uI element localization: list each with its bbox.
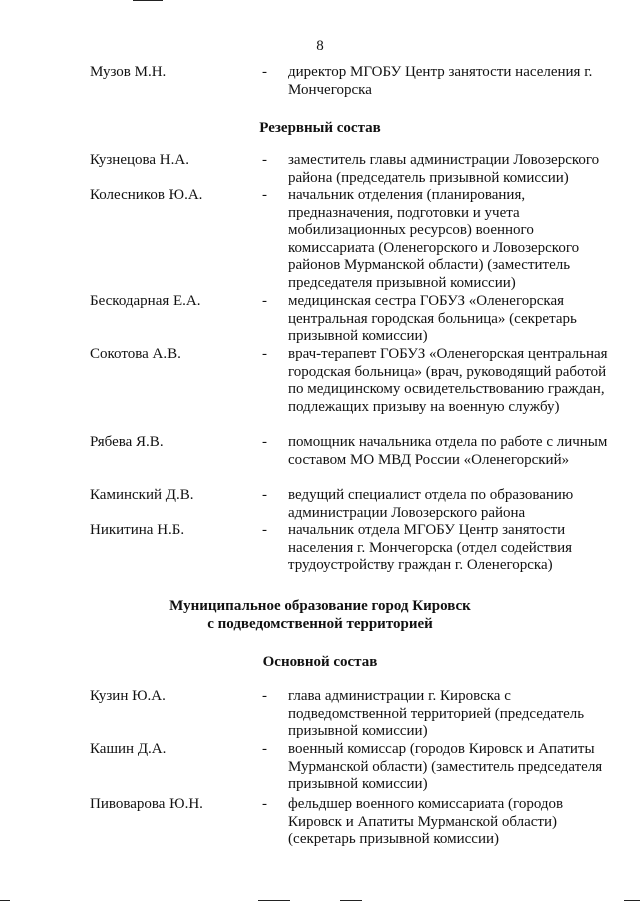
member-dash: - (262, 741, 267, 757)
main-heading: Основной состав (262, 654, 378, 670)
member-role: врач-терапевт ГОБУЗ «Оленегорская центральная городская больница» (врач, руководящий работой по медицинскому освидетельствованию граждан, подлежащих призыву на военную службу) (288, 346, 608, 415)
bottom-rule (0, 900, 10, 901)
member-dash: - (262, 522, 267, 538)
member-role: глава администрации г. Кировска с подведомственной территорией (председатель призывной комиссии) (288, 688, 585, 739)
bottom-rule (340, 900, 362, 901)
member-role: начальник отделения (планирования, предназначения, подготовки и учета мобилизационных ресурсов) военного комиссариата (Оленегорского и Ловозерского районов Мурманской области) (заместитель председателя призывной комиссии) (288, 187, 580, 291)
member-name: Колесников Ю.А. (90, 187, 203, 203)
member-dash: - (262, 293, 267, 309)
member-name: Кузин Ю.А. (90, 688, 166, 704)
member-dash: - (262, 152, 267, 168)
member-name: Никитина Н.Б. (90, 522, 185, 538)
member-role: начальник отдела МГОБУ Центр занятости населения г. Мончегорска (отдел содействия трудоустройству граждан г. Оленегорска) (288, 522, 573, 573)
member-role: заместитель главы администрации Ловозерского района (председатель призывной комиссии) (288, 152, 600, 186)
member-role: военный комиссар (городов Кировск и Апатиты Мурманской области) (заместитель председателя призывной комиссии) (288, 741, 603, 792)
member-dash: - (262, 64, 267, 80)
member-role: медицинская сестра ГОБУЗ «Оленегорская центральная городская больница» (секретарь призывной комиссии) (288, 293, 577, 344)
municipality-heading-line2: с подведомственной территорией (207, 616, 433, 632)
member-name: Сокотова А.В. (90, 346, 181, 362)
member-name: Бескодарная Е.А. (90, 293, 201, 309)
member-name: Музов М.Н. (90, 64, 167, 80)
member-role: помощник начальника отдела по работе с личным составом МО МВД России «Оленегорский» (288, 434, 608, 468)
member-name: Каминский Д.В. (90, 487, 194, 503)
municipality-heading-line1: Муниципальное образование город Кировск (169, 598, 471, 614)
member-dash: - (262, 688, 267, 704)
member-name: Кашин Д.А. (90, 741, 167, 757)
member-role: директор МГОБУ Центр занятости населения г. Мончегорска (288, 64, 593, 98)
member-dash: - (262, 346, 267, 362)
bottom-rule (624, 900, 640, 901)
member-name: Кузнецова Н.А. (90, 152, 189, 168)
member-name: Рябева Я.В. (90, 434, 164, 450)
member-name: Пивоварова Ю.Н. (90, 796, 203, 812)
member-dash: - (262, 434, 267, 450)
reserve-heading: Резервный состав (259, 120, 381, 136)
bottom-rule (258, 900, 290, 901)
member-role: фельдшер военного комиссариата (городов Кировск и Апатиты Мурманской области) (секретарь призывной комиссии) (288, 796, 564, 847)
top-rule (133, 0, 163, 1)
member-dash: - (262, 187, 267, 203)
member-role: ведущий специалист отдела по образованию администрации Ловозерского района (288, 487, 574, 521)
member-dash: - (262, 796, 267, 812)
page-number: 8 (316, 38, 324, 54)
member-dash: - (262, 487, 267, 503)
